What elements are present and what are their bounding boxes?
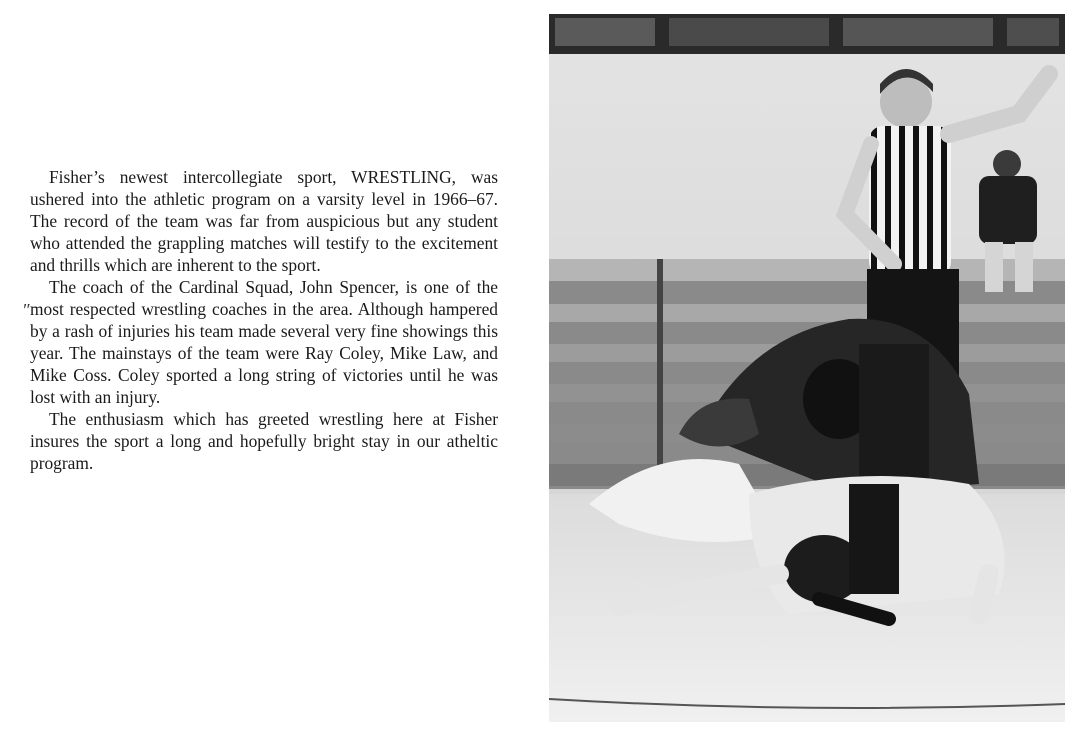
paragraph-coach: The coach of the Cardinal Squad, John Spencer, is one of the most respected wrestling coaches in the area. Although hampered by a rash of injuries his team made several very fine showings this year. The mainstays of the team were Ray Coley, Mike Law, and Mike Coss. Coley sported a long string of victories until he was lost with an injury. (30, 277, 498, 407)
print-mark: ″ (22, 300, 30, 320)
paragraph-enthusiasm: The enthusiasm which has greeted wrestling here at Fisher insures the sport a long and hopefully bright stay in our atheltic program. (30, 409, 498, 473)
paragraph-intro: Fisher’s newest intercollegiate sport, WRESTLING, was ushered into the athletic program on a varsity level in 1966–67. The record of the team was far from auspicious but any student who attended the grappling matches will testify to the excitement and thrills which are inherent to the sport. (30, 167, 498, 275)
wrestling-photo (549, 14, 1065, 722)
article-text (30, 166, 498, 474)
